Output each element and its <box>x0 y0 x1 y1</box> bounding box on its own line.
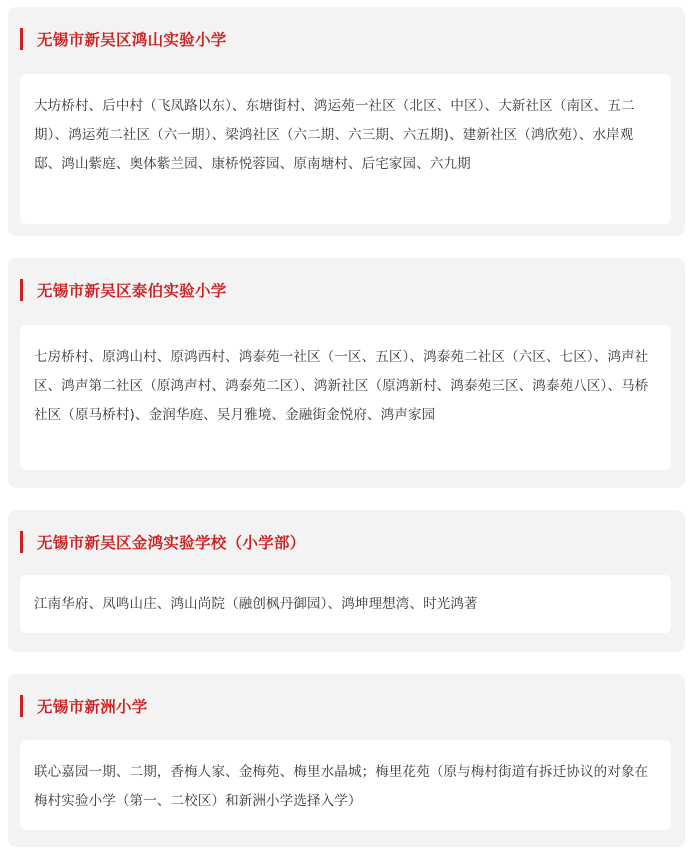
school-name: 无锡市新洲小学 <box>37 698 148 716</box>
school-name: 无锡市新吴区泰伯实验小学 <box>37 282 227 300</box>
card-header <box>20 278 227 302</box>
school-card <box>8 510 685 652</box>
accent-bar <box>20 279 23 301</box>
areas-box <box>20 575 671 633</box>
accent-bar <box>20 531 23 553</box>
school-card <box>8 258 685 488</box>
school-card <box>8 7 685 236</box>
school-card <box>8 674 685 847</box>
school-name: 无锡市新吴区鸿山实验小学 <box>37 31 227 49</box>
areas-box <box>20 325 671 470</box>
accent-bar <box>20 28 23 50</box>
areas-box <box>20 740 671 830</box>
card-header <box>20 530 306 554</box>
card-header <box>20 27 227 51</box>
areas-text: 联心嘉园一期、二期，香梅人家、金梅苑、梅里水晶城；梅里花苑（原与梅村街道有拆迁协议的对象在梅村实验小学（第一、二校区）和新洲小学选择入学） <box>34 764 649 809</box>
areas-box <box>20 74 671 224</box>
areas-text: 大坊桥村、后中村（飞凤路以东）、东塘街村、鸿运苑一社区（北区、中区）、大新社区（南区、五二期）、鸿运苑二社区（六一期）、梁鸿社区（六二期、六三期、六五期)、建新社区（鸿欣苑）、水岸观邸、鸿山紫庭、奥体紫兰园、康桥悦蓉园、原南塘村、后宅家园、六九期 <box>34 98 635 172</box>
accent-bar <box>20 695 23 717</box>
areas-text: 七房桥村、原鸿山村、原鸿西村、鸿泰苑一社区（一区、五区）、鸿泰苑二社区（六区、七区）、鸿声社区、鸿声第二社区（原鸿声村、鸿泰苑二区）、鸿新社区（原鸿新村、鸿泰苑三区、鸿泰苑八区）、马桥社区（原马桥村)、金润华庭、吴月雅境、金融街金悦府、鸿声家园 <box>34 349 649 423</box>
areas-text: 江南华府、凤鸣山庄、鸿山尚院（融创枫丹御园）、鸿坤理想湾、时光鸿著 <box>34 596 478 612</box>
card-header <box>20 694 148 718</box>
school-name: 无锡市新吴区金鸿实验学校（小学部） <box>37 534 306 552</box>
